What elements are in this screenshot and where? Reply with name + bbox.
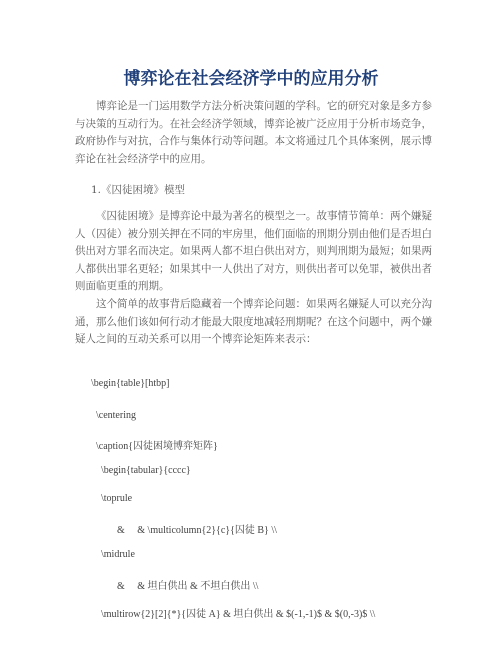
section-heading: 1.《囚徒困境》模型 [91, 184, 186, 196]
latex-line: \centering [96, 410, 136, 421]
latex-line: \midrule [101, 549, 135, 560]
intro-paragraph: 博弈论是一门运用数学方法分析决策问题的学科。它的研究对象是多方参与决策的互动行为。在社会经济学领域，博弈论被广泛应用于分析市场竞争，政府协作与对抗，合作与集体行动等问题。本文将通过几个具体案例，展示博弈论在社会经济学中的应用。 [75, 100, 432, 165]
document-title: 博弈论在社会经济学中的应用分析 [123, 69, 379, 89]
latex-line: \begin{table}[htbp] [91, 378, 170, 389]
latex-line: \caption{囚徒困境博弈矩阵} [96, 441, 218, 452]
latex-line: \multirow{2}[2]{*}{囚徒 A} & 坦白供出 & $(-1,-1)$ & $(0,-3)$ \\ [101, 609, 376, 620]
latex-line: & & \multicolumn{2}{c}{囚徒 B} \\ [117, 525, 277, 536]
latex-line: \toprule [101, 493, 133, 504]
latex-line: \begin{tabular}{cccc} [101, 465, 191, 476]
section-paragraph-1: 《囚徒困境》是博弈论中最为著名的模型之一。故事情节简单：两个嫌疑人（囚徒）被分别关押在不同的牢房里，他们面临的刑期分别由他们是否坦白供出对方罪名而决定。如果两人都不坦白供出对方，则判刑期为最短；如果两人都供出罪名更轻；如果其中一人供出了对方，则供出者可以免罪，被供出者则面临更重的刑期。 [75, 210, 432, 292]
section-paragraph-2: 这个简单的故事背后隐藏着一个博弈论问题：如果两名嫌疑人可以充分沟通，那么他们该如何行动才能最大限度地减轻刑期呢？在这个问题中，两个嫌疑人之间的互动关系可以用一个博弈论矩阵来表示： [75, 298, 432, 345]
latex-line: & & 坦白供出 & 不坦白供出 \\ [117, 581, 259, 592]
